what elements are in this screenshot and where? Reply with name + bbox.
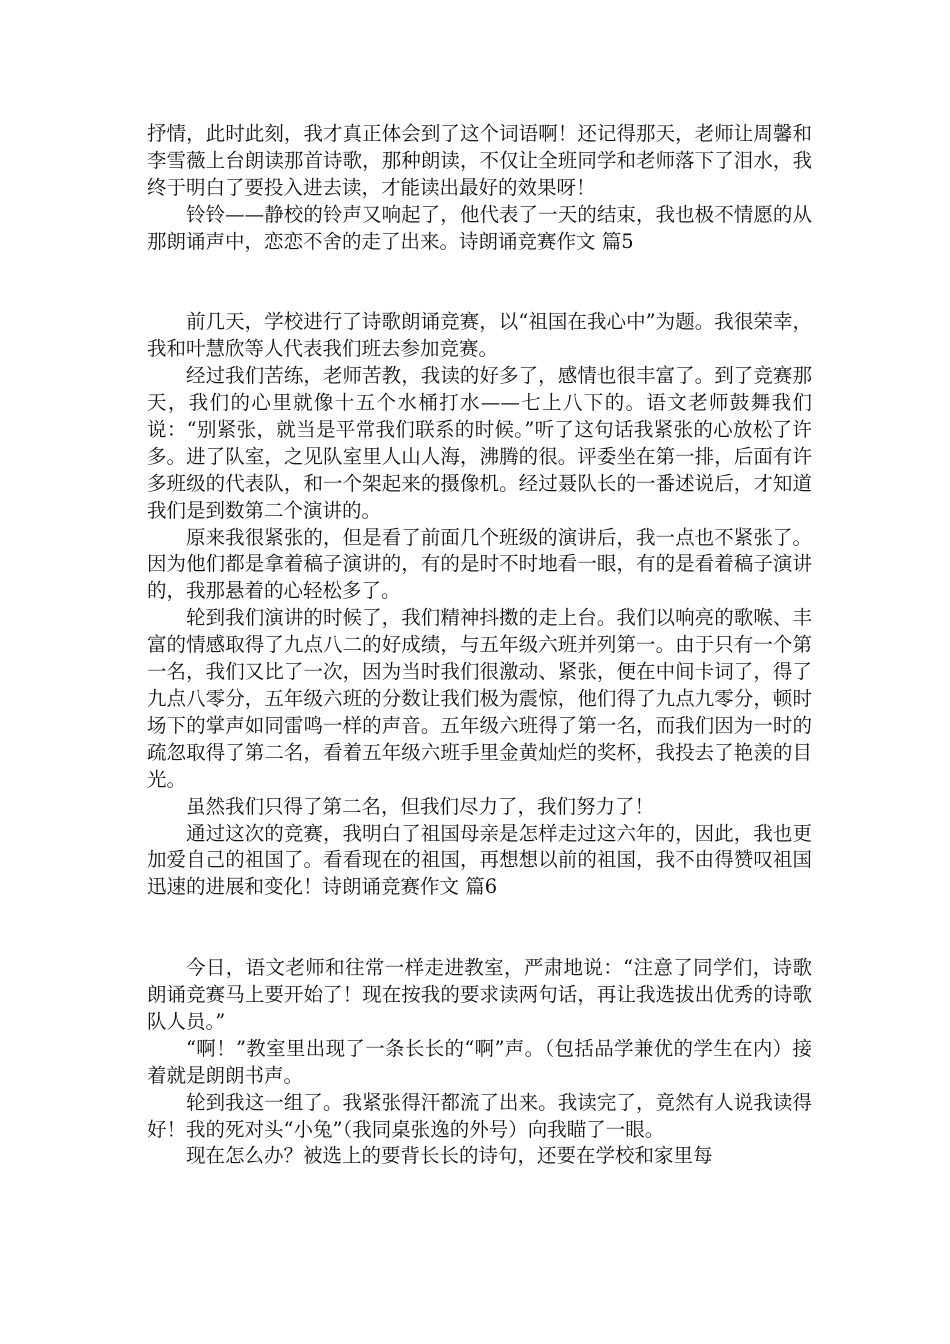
paragraph: 抒情，此时此刻，我才真正体会到了这个词语啊！还记得那天，老师让周馨和李雪薇上台朗读那首诗歌，那种朗读，不仅让全班同学和老师落下了泪水，我终于明白了要投入进去读，才能读出最好的效果呀！ [147,122,812,199]
paragraph: 通过这次的竞赛，我明白了祖国母亲是怎样走过这六年的，因此，我也更加爱自己的祖国了。看看现在的祖国，再想想以前的祖国，我不由得赞叹祖国迅速的进展和变化！诗朗诵竞赛作文 篇6 [147,821,812,899]
paragraph: “啊！”教室里出现了一条长长的“啊”声。（包括品学兼优的学生在内）接着就是朗朗书声。 [147,1036,812,1087]
paragraph: 今日，语文老师和往常一样走进教室，严肃地说：“注意了同学们，诗歌朗诵竞赛马上要开始了！现在按我的要求读两句话，再让我选拔出优秀的诗歌队人员。” [147,956,812,1033]
paragraph: 现在怎么办？被选上的要背长长的诗句，还要在学校和家里每 [186,1144,713,1168]
paragraph: 轮到我这一组了。我紧张得汗都流了出来。我读完了，竟然有人说我读得好！我的死对头“小兔”（我同桌张逸的外号）向我瞄了一眼。 [147,1090,812,1141]
section-gap [147,901,812,955]
paragraph: 轮到我们演讲的时候了，我们精神抖擞的走上台。我们以响亮的歌喉、丰富的情感取得了九点八二的好成绩，与五年级六班并列第一。由于只有一个第一名，我们又比了一次，因为当时我们很激动、紧张，便在中间卡词了，得了九点八零分，五年级六班的分数让我们极为震惊，他们得了九点九零分，顿时场下的掌声如同雷鸣一样的声音。五年级六班得了第一名，而我们因为一时的疏忽取得了第二名，看着五年级六班手里金黄灿烂的奖杯，我投去了艳羡的目光。 [147,606,812,791]
paragraph: 经过我们苦练，老师苦教，我读的好多了，感情也很丰富了。到了竞赛那天，我们的心里就像十五个水桶打水——七上八下的。语文老师鼓舞我们说：“别紧张，就当是平常我们联系的时候。”听了这句话我紧张的心放松了许多。进了队室，之见队室里人山人海，沸腾的很。评委坐在第一排，后面有许多班级的代表队，和一个架起来的摄像机。经过聂队长的一番述说后，才知道我们是到数第二个演讲的。 [147,364,812,522]
paragraph: 原来我很紧张的，但是看了前面几个班级的演讲后，我一点也不紧张了。因为他们都是拿着稿子演讲的，有的是时不时地看一眼，有的是看着稿子演讲的，我那悬着的心轻松多了。 [147,525,812,603]
document-body [147,121,812,1170]
paragraph: 铃铃——静校的铃声又响起了，他代表了一天的结束，我也极不情愿的从那朗诵声中，恋恋不舍的走了出来。诗朗诵竞赛作文 篇5 [147,202,812,253]
paragraph: 前几天，学校进行了诗歌朗诵竞赛，以“祖国在我心中”为题。我很荣幸，我和叶慧欣等人代表我们班去参加竞赛。 [147,310,812,361]
paragraph: 虽然我们只得了第二名，但我们尽力了，我们努力了！ [186,794,655,818]
section-gap [147,256,812,310]
